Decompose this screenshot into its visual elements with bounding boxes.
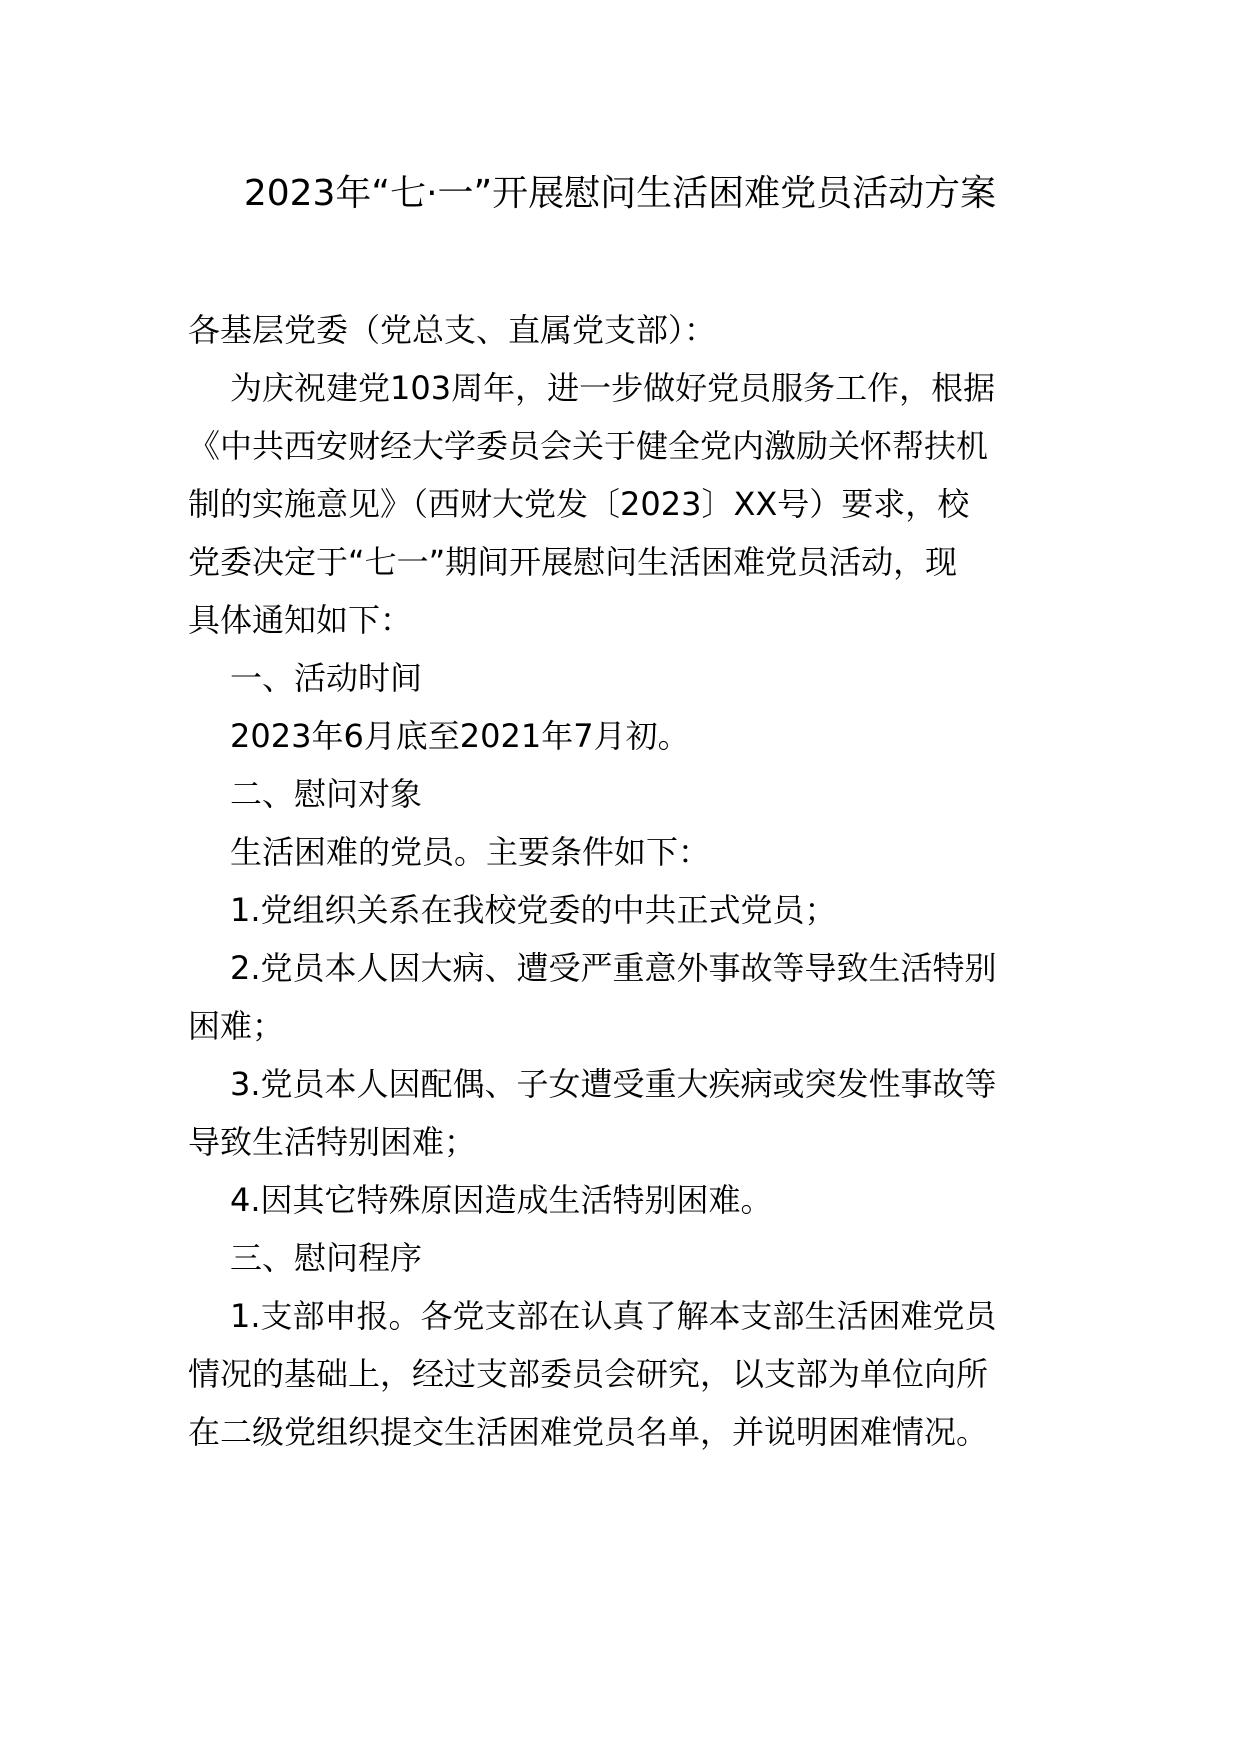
section-heading: 二、慰问对象 <box>230 775 423 813</box>
list-item: 1.党组织关系在我校党委的中共正式党员； <box>230 891 837 929</box>
list-item: 3.党员本人因配偶、子女遭受重大疾病或突发性事故等 <box>230 1065 997 1103</box>
list-item: 4.因其它特殊原因造成生活特别困难。 <box>230 1181 773 1219</box>
section-heading: 三、慰问程序 <box>230 1239 423 1277</box>
paragraph-line: 具体通知如下： <box>188 601 413 639</box>
salutation: 各基层党委（党总支、直属党支部）： <box>188 311 717 349</box>
list-item: 2.党员本人因大病、遭受严重意外事故等导致生活特别 <box>230 949 997 987</box>
paragraph-line: 党委决定于“七一”期间开展慰问生活困难党员活动，现 <box>188 543 958 581</box>
paragraph-line: 制的实施意见》（西财大党发〔2023〕XX号）要求，校 <box>188 485 970 523</box>
document-title: 2023年“七·一”开展慰问生活困难党员活动方案 <box>243 173 997 214</box>
list-item-continued: 在二级党组织提交生活困难党员名单，并说明困难情况。 <box>188 1413 989 1451</box>
list-item-continued: 导致生活特别困难； <box>188 1123 477 1161</box>
list-item-continued: 情况的基础上，经过支部委员会研究，以支部为单位向所 <box>188 1355 989 1393</box>
paragraph-line: 2023年6月底至2021年7月初。 <box>230 717 690 755</box>
list-item-continued: 困难； <box>188 1007 285 1045</box>
paragraph-line: 生活困难的党员。主要条件如下： <box>230 833 711 871</box>
section-heading: 一、活动时间 <box>230 659 423 697</box>
paragraph-line: 为庆祝建党103周年，进一步做好党员服务工作，根据 <box>230 369 996 407</box>
paragraph-line: 《中共西安财经大学委员会关于健全党内激励关怀帮扶机 <box>188 427 989 465</box>
list-item: 1.支部申报。各党支部在认真了解本支部生活困难党员 <box>230 1297 997 1335</box>
